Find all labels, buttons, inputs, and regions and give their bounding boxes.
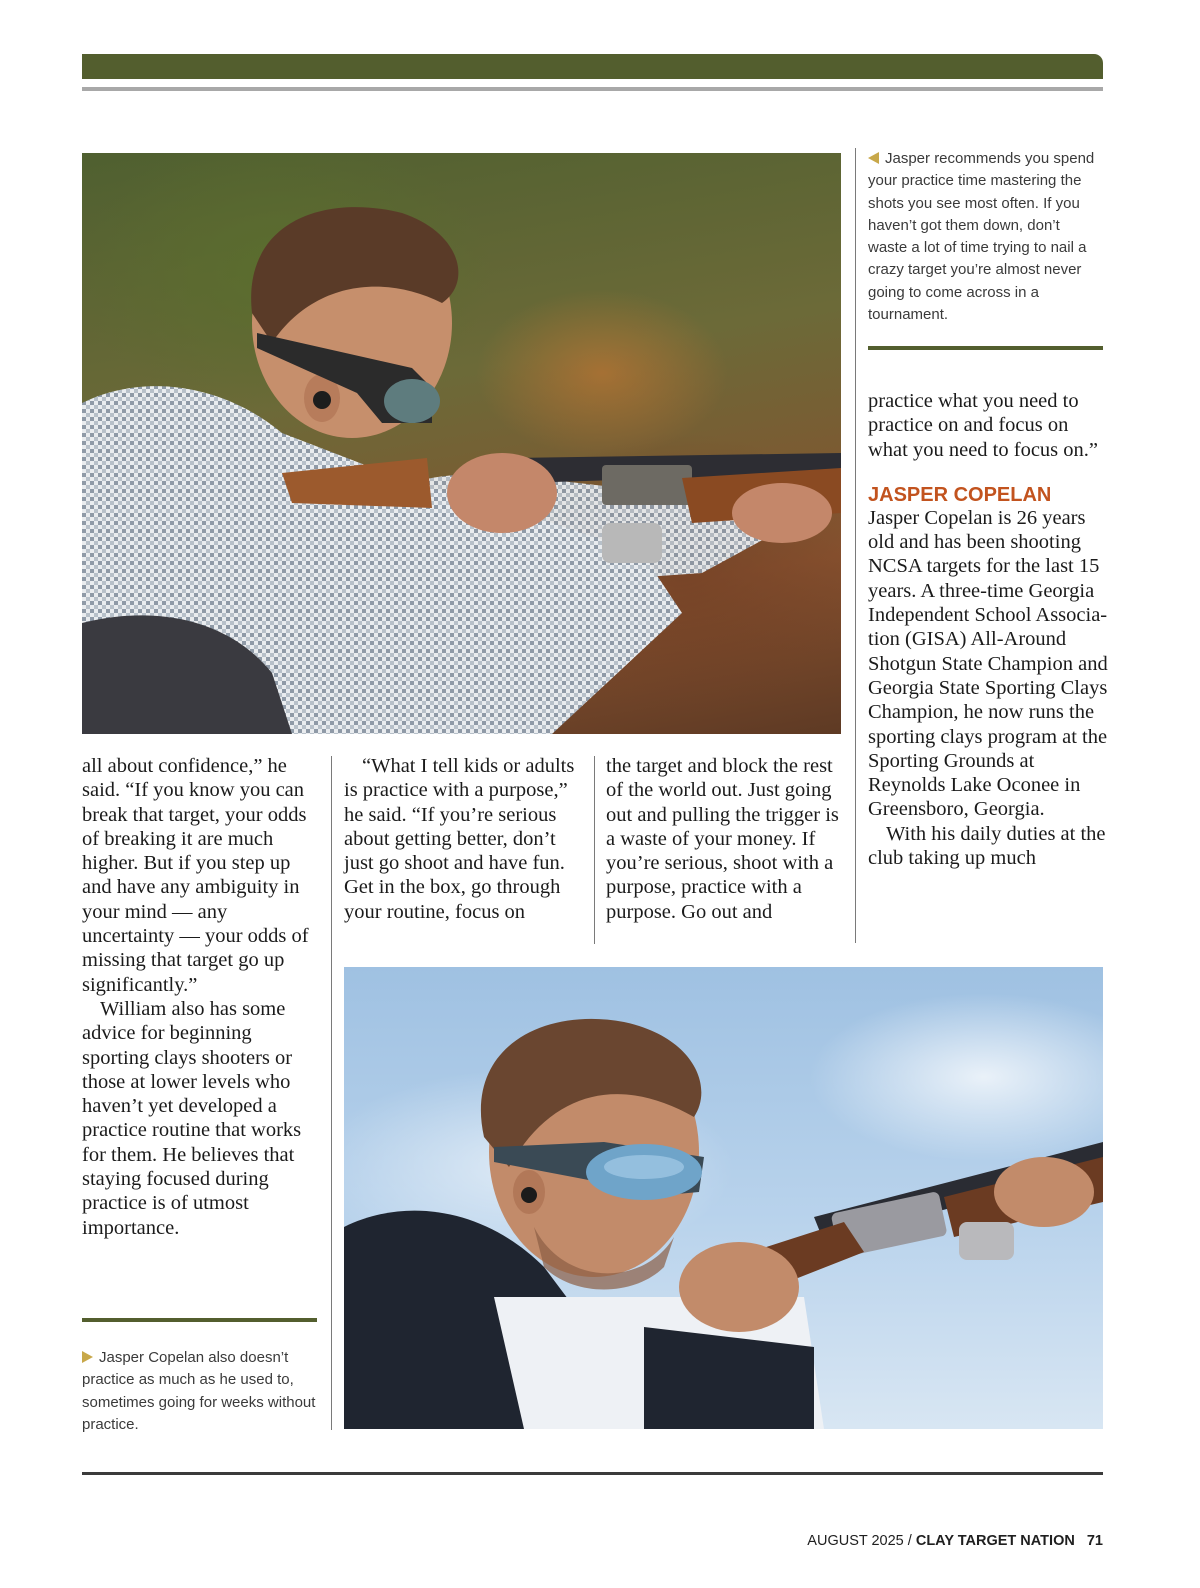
column-rule (594, 756, 595, 944)
photo-shooter-bottom-art (344, 967, 1103, 1429)
article-col3-paragraph: the target and block the rest of the world out. Just going out and pulling the trigger is a waste of your money. If you’re serious, shoot with a purpose, practice with a purpose. Go out and (606, 755, 839, 923)
caption-rule-top-right (868, 346, 1103, 350)
article-column-4 (868, 389, 1108, 870)
page-footer (807, 1533, 1103, 1549)
caption-arrow-right-icon (82, 1351, 93, 1363)
article-col1-paragraph: all about confidence,” he said. “If you know you can break that target, your odds of breaking it are much higher. But if you step up and have any ambiguity in your mind — any uncertainty — your odds of missing that target go up significantly.” (82, 755, 309, 996)
photo-shooter-top (82, 153, 841, 734)
photo-shooter-top-art (82, 153, 841, 734)
column-rule (855, 148, 856, 943)
footer-rule (82, 1472, 1103, 1475)
caption-top-right (868, 148, 1103, 326)
article-column-3 (606, 754, 844, 924)
caption-bottom-left (82, 1347, 320, 1436)
header-bar (82, 54, 1103, 79)
article-col4-paragraph: With his daily duties at the club taking up much (868, 822, 1106, 870)
article-col4-intro: practice what you need to practice on and focus on what you need to focus on.” (868, 390, 1098, 461)
section-subhead: JASPER COPELAN (868, 483, 1052, 506)
column-rule (331, 756, 332, 1430)
caption-top-right-text: Jasper recommends you spend your practice time mastering the shots you see most often. If you haven’t got them down, don’t waste a lot of time trying to nail a crazy target you’re almost never going to come across in a tournament. (868, 150, 1095, 324)
article-col4-paragraph: Jasper Copelan is 26 years old and has been shooting NCSA targets for the last 15 years. A three-time Georgia Independent School Association (GISA) All-Around Shotgun State Champion and Georgia State Sporting Clays Champion, he now runs the sporting clays program at the Sporting Grounds at Reynolds Lake Oconee in Greensboro, Georgia. (868, 506, 1108, 821)
caption-rule-bottom-left (82, 1318, 317, 1322)
article-column-1 (82, 754, 320, 1240)
caption-bottom-left-text: Jasper Copelan also doesn’t practice as much as he used to, sometimes going for weeks without practice. (82, 1349, 316, 1433)
photo-shooter-bottom (344, 967, 1103, 1429)
footer-magazine-name: CLAY TARGET NATION (915, 1533, 1075, 1549)
caption-arrow-left-icon (868, 152, 879, 164)
article-column-2 (344, 754, 582, 924)
header-rule (82, 87, 1103, 91)
article-col2-paragraph: “What I tell kids or adults is practice with a purpose,” he said. “If you’re serious about getting better, don’t just go shoot and have fun. Get in the box, go through your routine, focus on (344, 755, 575, 923)
article-col1-paragraph: William also has some advice for beginning sporting clays shooters or those at lower levels who haven’t yet developed a practice routine that works for them. He believes that staying focused during practice is of utmost importance. (82, 997, 302, 1239)
footer-page-number: 71 (1086, 1533, 1103, 1549)
footer-date: AUGUST 2025 / (807, 1533, 912, 1549)
